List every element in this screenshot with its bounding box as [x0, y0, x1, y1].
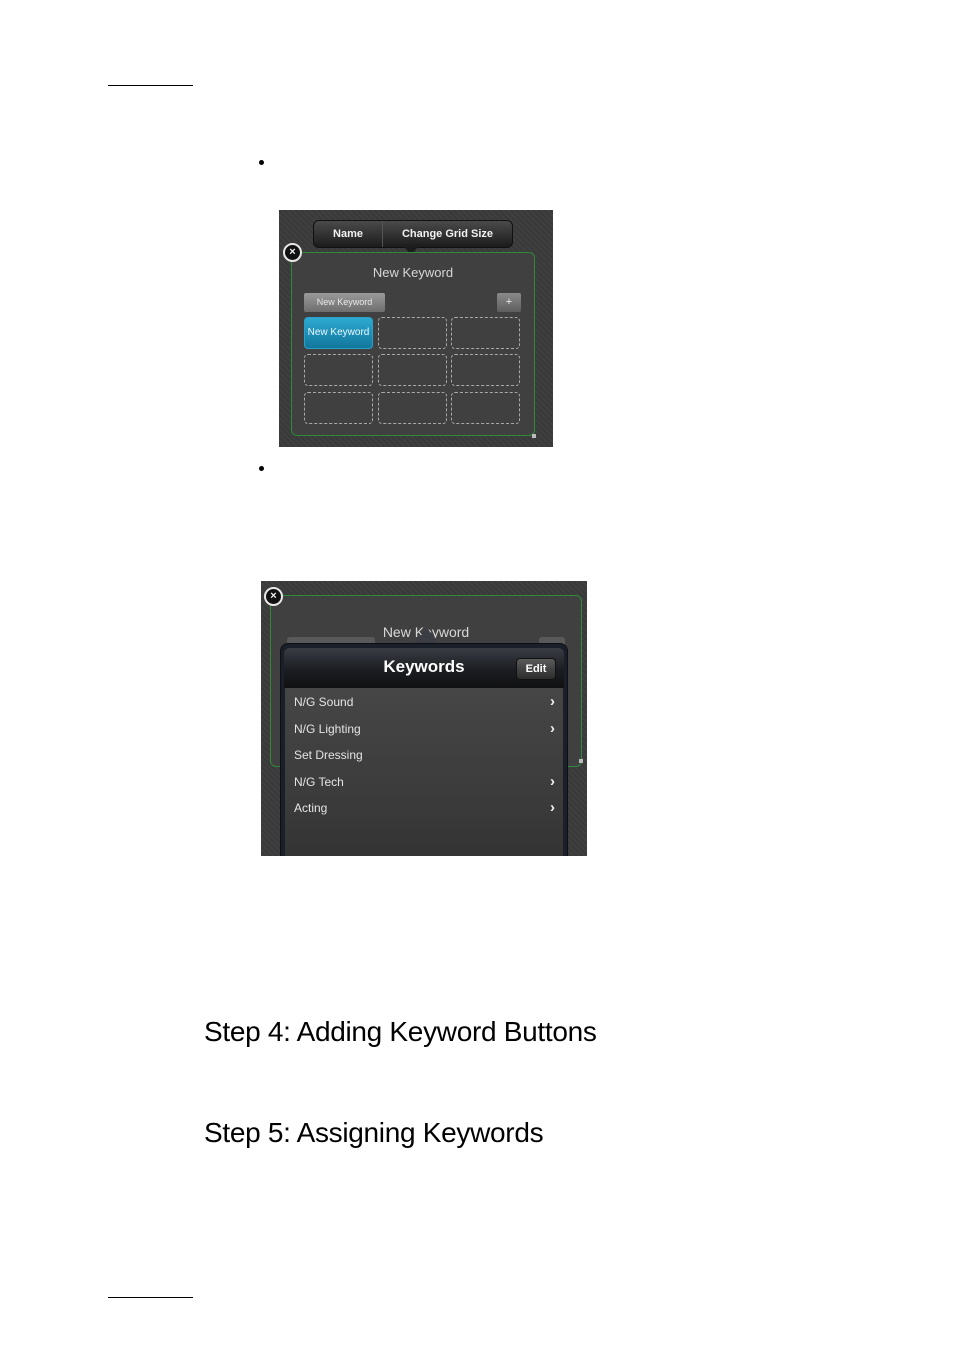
list-item-label: N/G Tech	[294, 775, 344, 789]
keywords-title: Keywords	[383, 657, 465, 676]
keywords-header	[284, 648, 564, 688]
list-item[interactable]	[285, 716, 563, 742]
grid-panel-screenshot	[279, 210, 553, 447]
edit-button[interactable]: Edit	[516, 658, 556, 680]
bullet-1	[259, 160, 264, 165]
chevron-right-icon: ›	[550, 720, 555, 737]
name-option-button[interactable]: Name	[314, 221, 383, 247]
list-item[interactable]	[285, 689, 563, 715]
grid-cell[interactable]	[378, 392, 447, 424]
step5-heading: Step 5: Assigning Keywords	[204, 1117, 544, 1148]
list-item[interactable]	[285, 769, 563, 795]
list-item-label: N/G Lighting	[294, 722, 361, 736]
close-icon[interactable]: ×	[283, 243, 302, 262]
grid-cell[interactable]	[378, 354, 447, 386]
grid-cell[interactable]	[451, 317, 520, 349]
footer-rule	[108, 1297, 193, 1298]
list-item[interactable]	[285, 795, 563, 821]
keywords-popover	[280, 643, 568, 856]
keyword-panel	[291, 252, 535, 436]
list-item-label: N/G Sound	[294, 695, 354, 709]
keyword-button-new-keyword[interactable]: New Keyword	[304, 317, 373, 349]
grid-cell[interactable]	[304, 354, 373, 386]
panel-title: New Keyword	[372, 265, 454, 280]
keyword-list	[285, 688, 563, 856]
panel-title: New Keyword	[382, 624, 470, 640]
add-keyword-button[interactable]: +	[497, 293, 521, 312]
keyword-name-field[interactable]: New Keyword	[304, 293, 385, 312]
grid-cell[interactable]	[451, 392, 520, 424]
change-grid-size-button[interactable]: Change Grid Size	[401, 228, 494, 240]
step4-heading: Step 4: Adding Keyword Buttons	[204, 1016, 597, 1047]
chevron-right-icon: ›	[550, 799, 555, 816]
grid-cell[interactable]	[451, 354, 520, 386]
bullet-2	[259, 466, 264, 471]
close-icon[interactable]: ×	[264, 587, 283, 606]
resize-handle-icon[interactable]	[532, 434, 536, 438]
list-item[interactable]	[285, 742, 563, 768]
popover-arrow	[414, 628, 440, 644]
resize-handle-icon[interactable]	[579, 759, 583, 763]
keywords-list-screenshot	[261, 581, 587, 856]
list-item-label: Set Dressing	[294, 748, 363, 762]
header-rule	[108, 85, 193, 86]
grid-options-popover	[313, 220, 513, 248]
grid-cell[interactable]	[304, 392, 373, 424]
chevron-right-icon: ›	[550, 693, 555, 710]
list-item-label: Acting	[294, 801, 328, 815]
grid-cell[interactable]	[378, 317, 447, 349]
chevron-right-icon: ›	[550, 773, 555, 790]
